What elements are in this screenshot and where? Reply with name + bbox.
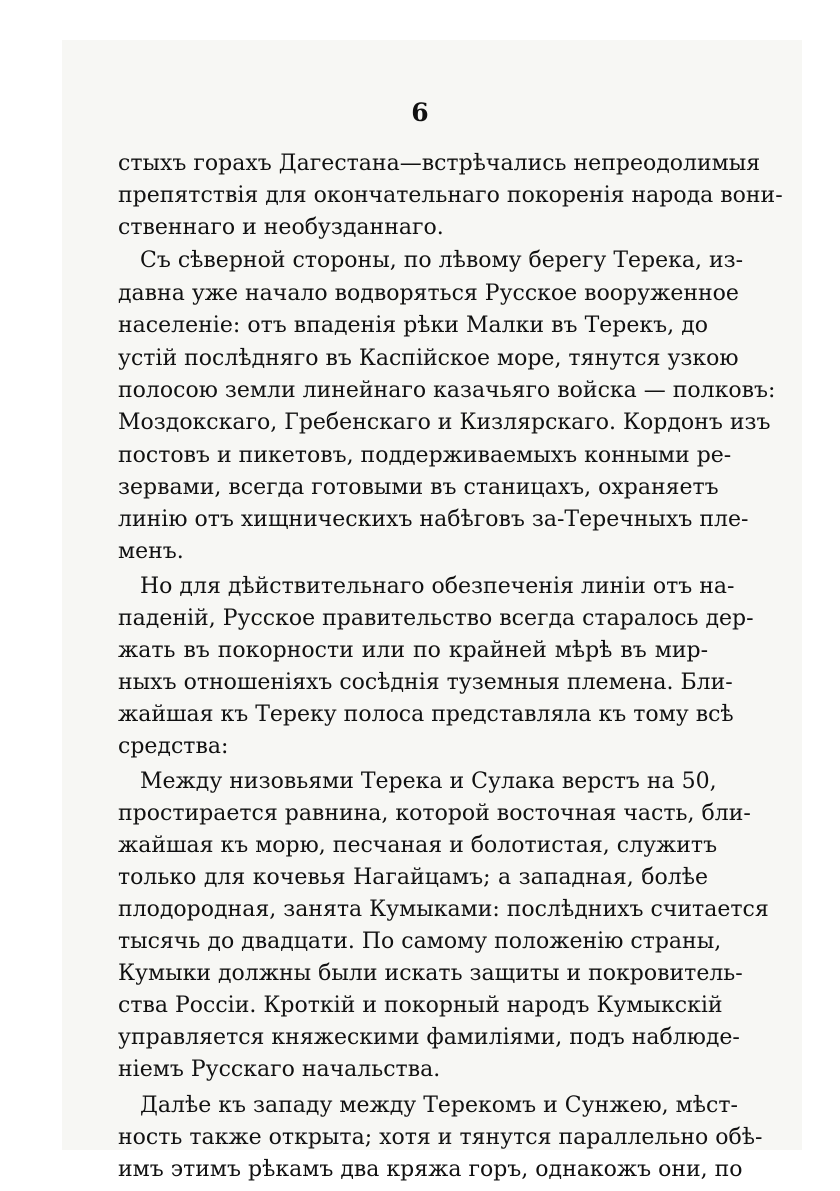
text-line: населеніе: отъ впаденія рѣки Малки въ Терекъ, до (118, 313, 708, 338)
text-line: простирается равнина, которой восточная часть, бли- (118, 801, 751, 826)
text-line: Далѣе къ западу между Терекомъ и Сунжею, мѣст- (140, 1093, 738, 1118)
text-line: ныхъ отношеніяхъ сосѣднія туземныя племена. Бли- (118, 670, 733, 695)
text-line: Съ сѣверной стороны, по лѣвому берегу Терека, из- (140, 248, 744, 273)
text-line: плодородная, занята Кумыками: послѣднихъ считается (118, 897, 769, 922)
text-line: ность также открыта; хотя и тянутся параллельно обѣ- (118, 1125, 763, 1150)
text-line: менъ. (118, 539, 184, 564)
text-line: жайшая къ морю, песчаная и болотистая, служитъ (118, 833, 718, 858)
text-line: имъ этимъ рѣкамъ два кряжа горъ, однакожъ они, по (118, 1157, 743, 1182)
text-line: ства Россіи. Кроткій и покорный народъ Кумыкскій (118, 993, 723, 1018)
text-line: полосою земли линейнаго казачьяго войска — полковъ: (118, 378, 776, 403)
page-number: 6 (411, 98, 429, 127)
text-line: средства: (118, 734, 229, 759)
text-line: Моздокскаго, Гребенскаго и Кизлярскаго. Кордонъ изъ (118, 410, 771, 435)
text-line: управляется княжескими фамиліями, подъ наблюде- (118, 1025, 740, 1050)
text-line: жать въ покорности или по крайней мѣрѣ въ мир- (118, 638, 708, 663)
text-line: ніемъ Русскаго начальства. (118, 1057, 441, 1082)
text-line: зервами, всегда готовыми въ станицахъ, охраняетъ (118, 475, 719, 500)
text-line: Но для дѣйствительнаго обезпеченія линіи отъ на- (140, 574, 735, 599)
text-line: Между низовьями Терека и Сулака верстъ на 50, (140, 769, 717, 794)
text-line: ственнаго и необузданнаго. (118, 215, 444, 240)
text-line: линію отъ хищническихъ набѣговъ за-Теречныхъ пле- (118, 507, 749, 532)
text-line: стыхъ горахъ Дагестана—встрѣчались непреодолимыя (118, 151, 761, 176)
text-line: жайшая къ Тереку полоса представляла къ тому всѣ (118, 702, 734, 727)
text-line: препятствія для окончательнаго покоренія народа вони- (118, 183, 783, 208)
text-line: устій послѣдняго въ Каспійское море, тянутся узкою (118, 346, 739, 371)
text-line: Кумыки должны были искать защиты и покровитель- (118, 961, 743, 986)
text-line: паденій, Русское правительство всегда старалось дер- (118, 606, 754, 631)
text-line: постовъ и пикетовъ, поддерживаемыхъ конными ре- (118, 443, 732, 468)
text-line: давна уже начало водворяться Русское вооруженное (118, 281, 739, 306)
text-line: только для кочевья Нагайцамъ; а западная, болѣе (118, 865, 708, 890)
text-line: тысячь до двадцати. По самому положенію страны, (118, 929, 722, 954)
